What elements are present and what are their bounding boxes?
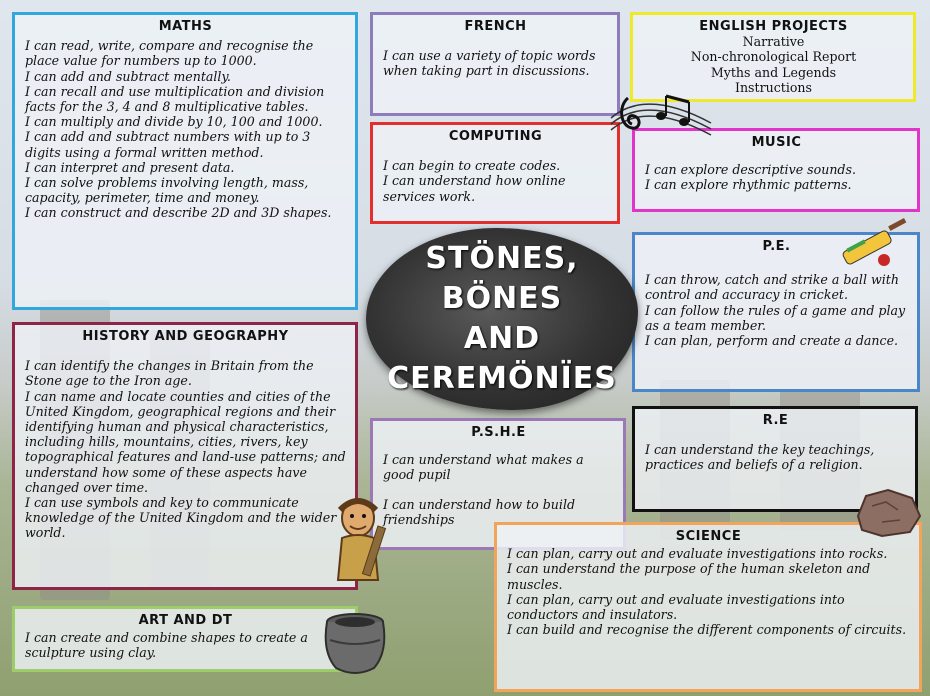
maths-item: I can multiply and divide by 10, 100 and 1000. bbox=[25, 114, 323, 130]
science-item: I can understand the purpose of the human skeleton and muscles. bbox=[507, 561, 871, 592]
pshe-item: I can understand what makes a good pupil bbox=[383, 452, 584, 483]
music-heading: MUSIC bbox=[751, 135, 802, 150]
clay-pot-icon bbox=[318, 612, 392, 678]
french-item: I can use a variety of topic words when taking part in discussions. bbox=[383, 48, 596, 79]
re-item: I can understand the key teachings, practices and beliefs of a religion. bbox=[645, 442, 875, 473]
computing-panel bbox=[370, 122, 620, 224]
pe-item: I can follow the rules of a game and play as a team member. bbox=[645, 302, 906, 333]
art-heading: ART AND DT bbox=[138, 613, 233, 628]
title-stone bbox=[366, 228, 638, 410]
caveman-icon bbox=[326, 496, 390, 596]
title-line: STÖNES, BÖNES bbox=[425, 241, 579, 316]
maths-item: I can construct and describe 2D and 3D shapes. bbox=[25, 205, 332, 221]
pe-item: I can throw, catch and strike a ball with control and accuracy in cricket. bbox=[645, 272, 899, 303]
french-panel bbox=[370, 12, 620, 116]
re-heading: R.E bbox=[762, 413, 789, 428]
title-line: AND bbox=[463, 321, 541, 356]
art-item: I can create and combine shapes to create a sculpture using clay. bbox=[25, 630, 308, 661]
science-item: I can plan, carry out and evaluate investigations into conductors and insulators. bbox=[507, 591, 845, 623]
maths-heading: MATHS bbox=[158, 19, 213, 34]
science-item: I can build and recognise the different components of circuits. bbox=[507, 622, 907, 638]
computing-item: I can begin to create codes. bbox=[383, 158, 561, 174]
maths-item: I can recall and use multiplication and division facts for the 3, 4 and 8 multiplicative tables. bbox=[25, 83, 325, 115]
maths-panel bbox=[12, 12, 358, 310]
history-item: I can identify the changes in Britain from the Stone age to the Iron age. bbox=[25, 358, 314, 389]
pe-heading: P.E. bbox=[762, 239, 791, 254]
cricket-bat-icon bbox=[838, 214, 914, 270]
maths-item: I can read, write, compare and recognise the place value for numbers up to 1000. bbox=[25, 38, 314, 69]
pe-item: I can plan, perform and create a dance. bbox=[645, 333, 899, 349]
maths-item: I can interpret and present data. bbox=[25, 159, 235, 175]
maths-item: I can add and subtract numbers with up to 3 digits using a formal written method. bbox=[25, 129, 311, 160]
music-notes-icon bbox=[606, 78, 716, 148]
pshe-heading: P.S.H.E bbox=[471, 425, 526, 440]
title-line: CEREMÖNÏES bbox=[387, 361, 617, 396]
music-item: I can explore descriptive sounds. bbox=[645, 162, 856, 178]
science-panel bbox=[494, 522, 922, 692]
history-item: I can use symbols and key to communicate knowledge of the United Kingdom and the wider world. bbox=[25, 495, 337, 541]
science-heading: SCIENCE bbox=[675, 529, 742, 544]
french-heading: FRENCH bbox=[464, 19, 527, 34]
rock-icon bbox=[852, 486, 924, 538]
pshe-item: I can understand how to build friendships bbox=[383, 496, 576, 527]
english-item: Non-chronological Report bbox=[690, 49, 857, 65]
english-heading: ENGLISH PROJECTS bbox=[699, 19, 848, 34]
science-item: I can plan, carry out and evaluate investigations into rocks. bbox=[507, 546, 888, 562]
computing-item: I can understand how online services work. bbox=[383, 173, 566, 204]
music-item: I can explore rhythmic patterns. bbox=[645, 177, 852, 193]
english-item: Myths and Legends bbox=[710, 64, 837, 80]
art-dt-panel bbox=[12, 606, 358, 672]
english-item: Instructions bbox=[734, 79, 813, 95]
computing-heading: COMPUTING bbox=[448, 129, 543, 144]
english-item: Narrative bbox=[742, 34, 805, 50]
maths-item: I can solve problems involving length, mass, capacity, perimeter, time and money. bbox=[25, 175, 309, 206]
maths-item: I can add and subtract mentally. bbox=[25, 68, 231, 84]
history-heading: HISTORY AND GEOGRAPHY bbox=[82, 329, 289, 344]
history-item: I can name and locate counties and cities of the United Kingdom, geographical regions and their identifying human and physical characteristics, including hills, mountains, cities, rivers, key topographical features and land-use patterns; and understand how some of these aspects have changed over time. bbox=[25, 388, 346, 495]
history-geography-panel bbox=[12, 322, 358, 590]
